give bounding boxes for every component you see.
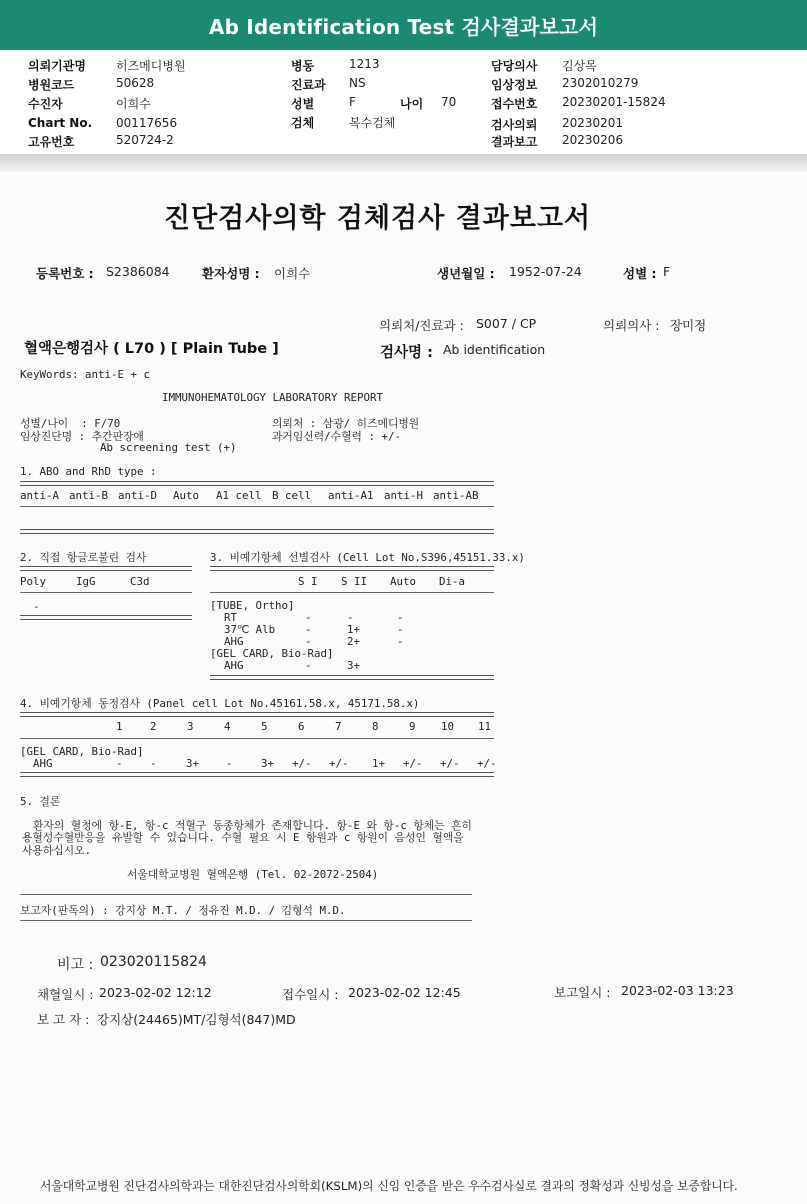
label-registration: 등록번호 : (36, 266, 94, 281)
label-unique-no: 고유번호 (28, 135, 75, 149)
screen-row-37c: 37℃ Alb (224, 623, 276, 636)
value-sex: F (349, 95, 356, 109)
abo-col-auto: Auto (173, 489, 200, 502)
rule (20, 894, 472, 895)
blood-bank: 서울대학교병원 혈액은행 (Tel. 02-2072-2504) (127, 868, 379, 881)
rule (210, 592, 494, 593)
lab-report-heading: IMMUNOHEMATOLOGY LABORATORY REPORT (162, 391, 384, 404)
panel-val-9: +/- (403, 757, 423, 770)
label-specimen: 검체 (291, 116, 315, 130)
label-collected: 채혈일시 : (37, 987, 94, 1002)
abo-col-anti-d: anti-D (118, 489, 158, 502)
panel-val-10: +/- (440, 757, 460, 770)
label-sex: 성별 (291, 97, 315, 111)
screen-row-rt: RT (224, 611, 238, 624)
screen-row-ahg: AHG (224, 635, 244, 648)
value-reporter: 강지상(24465)MT/김형석(847)MD (97, 1012, 296, 1027)
value-ordering-doctor: 장미정 (670, 318, 707, 333)
screen-col-dia: Di-a (439, 575, 466, 588)
panel-col-5: 5 (261, 720, 268, 733)
rule (20, 920, 472, 921)
panel-val-6: +/- (292, 757, 312, 770)
value-received: 2023-02-02 12:45 (348, 985, 461, 1000)
label-result-report: 결과보고 (491, 135, 538, 149)
value-result-report: 20230206 (562, 133, 624, 147)
double-rule (210, 675, 494, 680)
conclusion-line-1: 환자의 혈청에 항-E, 항-c 적혈구 동종항체가 존재합니다. 항-E 와 항-c 항체는 흔히 (33, 819, 472, 832)
double-rule (20, 481, 494, 486)
abo-col-anti-a1: anti-A1 (328, 489, 374, 502)
label-reported: 보고일시 : (554, 985, 611, 1000)
screen-method-tube: [TUBE, Ortho] (210, 599, 295, 612)
panel-val-4: - (226, 757, 233, 770)
abo-col-a1-cell: A1 cell (216, 489, 262, 502)
diagnosis: 임상진단명 : 추간판장애 (20, 430, 144, 443)
value-birthdate: 1952-07-24 (509, 264, 582, 279)
value-clinical-info: 2302010279 (562, 76, 639, 90)
screen-rt-sii: - (347, 611, 354, 624)
panel-col-10: 10 (441, 720, 455, 733)
section4-title: 4. 비예기항체 동정검사 (Panel cell Lot No.45161.58.x, 45171.58.x) (20, 697, 420, 710)
label-report-sex: 성별 : (623, 266, 657, 281)
label-dept: 의뢰처/진료과 : (379, 318, 464, 333)
panel-col-9: 9 (409, 720, 416, 733)
panel-val-7: +/- (329, 757, 349, 770)
screen-ahg-si: - (305, 635, 312, 648)
value-registration: S2386084 (106, 264, 170, 279)
label-birthdate: 생년월일 : (437, 266, 495, 281)
label-patient-name: 환자성명 : (202, 266, 260, 281)
panel-val-2: - (150, 757, 157, 770)
abo-col-anti-ab: anti-AB (433, 489, 479, 502)
label-test-request: 검사의뢰 (491, 118, 538, 132)
value-specimen: 복수검체 (349, 116, 396, 130)
screen-gel-ahg-sii: 3+ (347, 659, 361, 672)
screen-37c-sii: 1+ (347, 623, 361, 636)
label-physician: 담당의사 (491, 59, 538, 73)
screen-row-gel-ahg: AHG (224, 659, 244, 672)
section2-title: 2. 직접 항글로불린 검사 (20, 551, 147, 564)
panel-col-6: 6 (298, 720, 305, 733)
conclusion-line-3: 사용하십시오. (22, 844, 92, 857)
double-rule (20, 566, 192, 571)
panel-col-8: 8 (372, 720, 379, 733)
label-received: 접수일시 : (282, 987, 339, 1002)
dat-col-poly: Poly (20, 575, 47, 588)
panel-val-3: 3+ (186, 757, 200, 770)
section3-title: 3. 비예기항체 선별검사 (Cell Lot No.S396,45151.33.x) (210, 551, 525, 564)
section5-title: 5. 결론 (20, 795, 61, 808)
rule (20, 506, 494, 507)
banner-title: Ab Identification Test 검사결과보고서 (208, 14, 599, 39)
label-chart-no: Chart No. (28, 116, 93, 130)
label-ordering-doctor: 의뢰의사 : (603, 318, 660, 333)
abo-col-b-cell: B cell (272, 489, 312, 502)
double-rule (20, 712, 494, 717)
report-banner (0, 0, 807, 50)
test-group: 혈액은행검사 ( L70 ) [ Plain Tube ] (24, 341, 279, 357)
screen-method-gel: [GEL CARD, Bio-Rad] (210, 647, 334, 660)
header-info (0, 50, 807, 155)
dat-col-c3d: C3d (130, 575, 150, 588)
label-patient: 수진자 (28, 97, 63, 111)
value-patient-name: 이희수 (274, 266, 311, 281)
screen-col-si: S I (298, 575, 318, 588)
label-reporter: 보 고 자 : (37, 1012, 90, 1027)
value-remark: 023020115824 (100, 954, 207, 970)
value-hospital-code: 50628 (116, 76, 155, 90)
conclusion-line-2: 용혈성수혈반응을 유발할 수 있습니다. 수혈 필요 시 E 항원과 c 항원이 음성인 혈액을 (22, 831, 464, 844)
label-test-name: 검사명 : (380, 345, 433, 361)
certification: 서울대학교병원 진단검사의학과는 대한진단검사의학회(KSLM)의 신임 인증을 받은 우수검사실로 결과의 정확성과 신빙성을 보증합니다. (40, 1179, 738, 1193)
value-receipt-no: 20230201-15824 (562, 95, 666, 109)
abo-col-anti-h: anti-H (384, 489, 424, 502)
value-patient: 이희수 (116, 97, 151, 111)
value-test-name: Ab identification (443, 342, 546, 357)
panel-val-11: +/- (477, 757, 497, 770)
value-ward: 1213 (349, 57, 380, 71)
screen-rt-si: - (305, 611, 312, 624)
value-dept: S007 / CP (476, 316, 537, 331)
section1-title: 1. ABO and RhD type : (20, 465, 157, 478)
label-receipt-no: 접수번호 (491, 97, 538, 111)
value-department: NS (349, 76, 366, 90)
label-remark: 비고 : (57, 957, 94, 973)
label-hospital-code: 병원코드 (28, 78, 75, 92)
panel-val-8: 1+ (372, 757, 386, 770)
screen-37c-si: - (305, 623, 312, 636)
value-collected: 2023-02-02 12:12 (99, 985, 212, 1000)
screen-gel-ahg-si: - (305, 659, 312, 672)
label-age: 나이 (400, 97, 424, 111)
rule (20, 592, 192, 593)
keywords: KeyWords: anti-E + c (20, 368, 151, 381)
screen-37c-auto: - (397, 623, 404, 636)
label-department: 진료과 (291, 78, 326, 92)
screen-ahg-sii: 2+ (347, 635, 361, 648)
value-institution: 히즈메디병원 (116, 59, 186, 73)
value-chart-no: 00117656 (116, 116, 178, 130)
separator-band (0, 154, 807, 172)
report-title: 진단검사의학 검체검사 결과보고서 (164, 203, 592, 234)
panel-col-11: 11 (478, 720, 492, 733)
label-clinical-info: 임상정보 (491, 78, 538, 92)
panel-col-7: 7 (335, 720, 342, 733)
panel-row-ahg: AHG (33, 757, 53, 770)
double-rule (20, 772, 494, 777)
requester: 의뢰처 : 삼광/ 히즈메디병원 (272, 417, 420, 430)
reporters: 보고자(판독의) : 강지상 M.T. / 정유진 M.D. / 김형석 M.D. (20, 904, 346, 917)
dat-col-igg: IgG (76, 575, 96, 588)
value-physician: 김상목 (562, 59, 597, 73)
panel-col-3: 3 (187, 720, 194, 733)
label-ward: 병동 (291, 59, 315, 73)
dat-result: - (33, 600, 40, 613)
screen-ahg-auto: - (397, 635, 404, 648)
value-test-request: 20230201 (562, 116, 624, 130)
screen-col-auto: Auto (390, 575, 417, 588)
history: 과거임신력/수혈력 : +/- (272, 430, 401, 443)
double-rule (210, 566, 494, 571)
panel-method: [GEL CARD, Bio-Rad] (20, 745, 144, 758)
screen-rt-auto: - (397, 611, 404, 624)
abo-col-anti-b: anti-B (69, 489, 109, 502)
value-reported: 2023-02-03 13:23 (621, 983, 734, 998)
value-report-sex: F (663, 264, 671, 279)
panel-val-5: 3+ (261, 757, 275, 770)
value-unique-no: 520724-2 (116, 133, 174, 147)
panel-val-1: - (116, 757, 123, 770)
panel-col-4: 4 (224, 720, 231, 733)
value-age: 70 (441, 95, 457, 109)
screen-col-sii: S II (341, 575, 368, 588)
label-institution: 의뢰기관명 (28, 59, 86, 73)
double-rule (20, 615, 192, 620)
screening: Ab screening test (+) (100, 441, 237, 454)
sex-age: 성별/나이 : F/70 (20, 417, 121, 430)
panel-col-1: 1 (116, 720, 123, 733)
double-rule (20, 529, 494, 534)
rule (20, 738, 494, 739)
abo-col-anti-a: anti-A (20, 489, 60, 502)
panel-col-2: 2 (150, 720, 157, 733)
